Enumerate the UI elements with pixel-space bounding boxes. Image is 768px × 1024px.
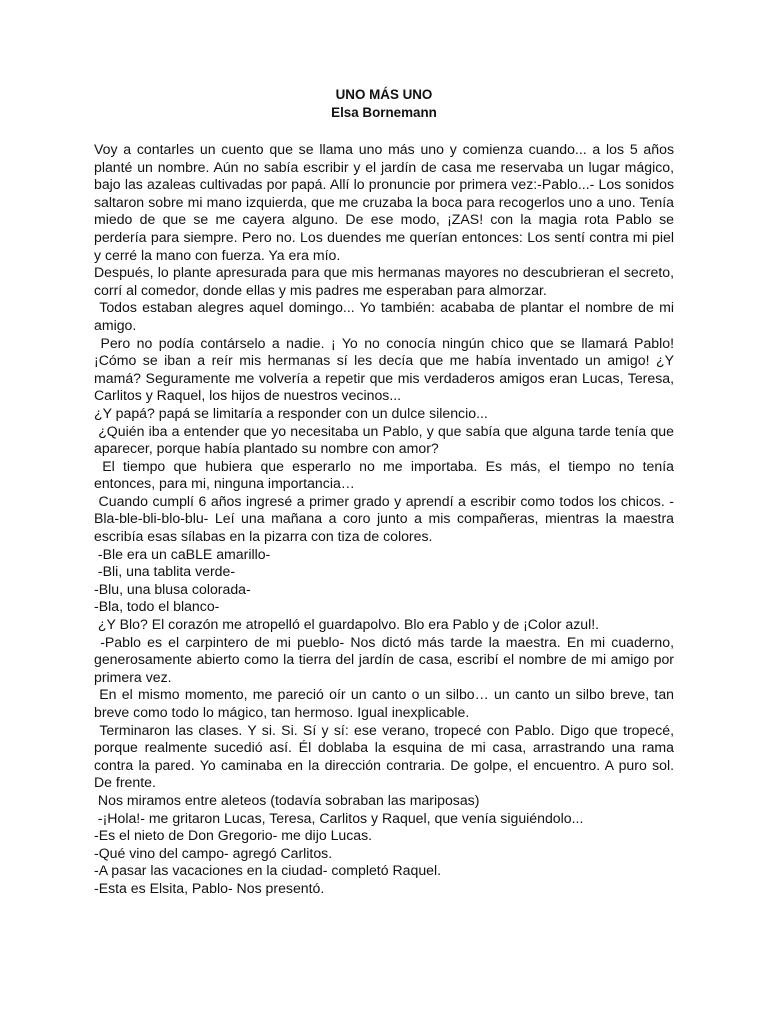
story-paragraph: -¡Hola!- me gritaron Lucas, Teresa, Carlitos y Raquel, que venía siguiéndolo... <box>94 809 584 826</box>
story-paragraph: -Ble era un caBLE amarillo- <box>94 545 271 562</box>
story-paragraph: -Pablo es el carpintero de mi pueblo- Nos dictó más tarde la maestra. En mi cuaderno, generosamente abierto como la tierra del jardín de casa, escribí el nombre de mi amigo por primera vez. <box>94 633 678 685</box>
story-paragraph: Voy a contarles un cuento que se llama uno más uno y comienza cuando... a los 5 años planté un nombre. Aún no sabía escribir y el jardín de casa me reservaba un lugar mágico, bajo las azaleas cultivadas por papá. Allí lo pronuncie por primera vez:-Pablo...- Los sonidos saltaron sobre mi mano izquierda, que me cruzaba la boca para recogerlos uno a uno. Tenía miedo de que se me cayera alguno. De ese modo, ¡ZAS! con la magia rota Pablo se perdería para siempre. Pero no. Los duendes me querían entonces: Los sentí contra mi piel y cerré la mano con fuerza. Ya era mío. <box>94 141 678 263</box>
story-paragraph: -Esta es Elsita, Pablo- Nos presentó. <box>94 879 325 896</box>
story-author: Elsa Bornemann <box>331 105 437 120</box>
story-paragraph: Después, lo plante apresurada para que mis hermanas mayores no descubrieran el secreto, corrí al comedor, donde ellas y mis padres me esperaban para almorzar. <box>94 264 678 298</box>
story-title: UNO MÁS UNO <box>335 87 433 102</box>
story-paragraph: -Es el nieto de Don Gregorio- me dijo Lucas. <box>94 827 373 844</box>
story-paragraph: -Bli, una tablita verde- <box>94 563 236 580</box>
story-body <box>94 141 678 898</box>
document-page <box>94 86 678 898</box>
story-paragraph: -Blu, una blusa colorada- <box>94 580 251 597</box>
story-paragraph: ¿Y Blo? El corazón me atropelló el guardapolvo. Blo era Pablo y de ¡Color azul!. <box>94 616 600 633</box>
story-paragraph: En el mismo momento, me pareció oír un canto o un silbo… un canto un silbo breve, tan breve como todo lo mágico, tan hermoso. Igual inexplicable. <box>94 686 678 720</box>
story-paragraph: El tiempo que hubiera que esperarlo no me importaba. Es más, el tiempo no tenía entonces, para mi, ninguna importancia… <box>94 457 678 492</box>
story-paragraph: Terminaron las clases. Y si. Si. Sí y sí: ese verano, tropecé con Pablo. Digo que tropecé, porque realmente sucedió así. Él doblaba la esquina de mi casa, arrastrando una rama contra la pared. Yo caminaba en la dirección contraria. De golpe, el encuentro. A puro sol. De frente. <box>94 721 678 791</box>
story-paragraph: -Bla, todo el blanco- <box>94 598 220 615</box>
story-paragraph: Cuando cumplí 6 años ingresé a primer grado y aprendí a escribir como todos los chicos. -Bla-ble-bli-blo-blu- Leí una mañana a coro junto a mis compañeras, mientras la maestra escribía esas sílabas en la pizarra con tiza de colores. <box>94 492 678 545</box>
story-paragraph: Todos estaban alegres aquel domingo... Yo también: acababa de plantar el nombre de mi amigo. <box>94 299 678 333</box>
story-paragraph: -A pasar las vacaciones en la ciudad- completó Raquel. <box>94 862 442 879</box>
story-paragraph: -Qué vino del campo- agregó Carlitos. <box>94 844 333 861</box>
story-paragraph: ¿Quién iba a entender que yo necesitaba un Pablo, y que sabía que alguna tarde tenía que aparecer, porque había plantado su nombre con amor? <box>94 422 678 457</box>
story-paragraph: ¿Y papá? papá se limitaría a responder con un dulce silencio... <box>94 404 488 421</box>
title-block <box>94 86 674 122</box>
story-paragraph: Pero no podía contárselo a nadie. ¡ Yo no conocía ningún chico que se llamará Pablo! ¡Cómo se iban a reír mis hermanas sí les decía que me había inventado un amigo! ¿Y mamá? Seguramente me volvería a repetir que mis verdaderos amigos eran Lucas, Teresa, Carlitos y Raquel, los hijos de nuestros vecinos... <box>94 334 678 404</box>
story-paragraph: Nos miramos entre aleteos (todavía sobraban las mariposas) <box>94 791 480 808</box>
